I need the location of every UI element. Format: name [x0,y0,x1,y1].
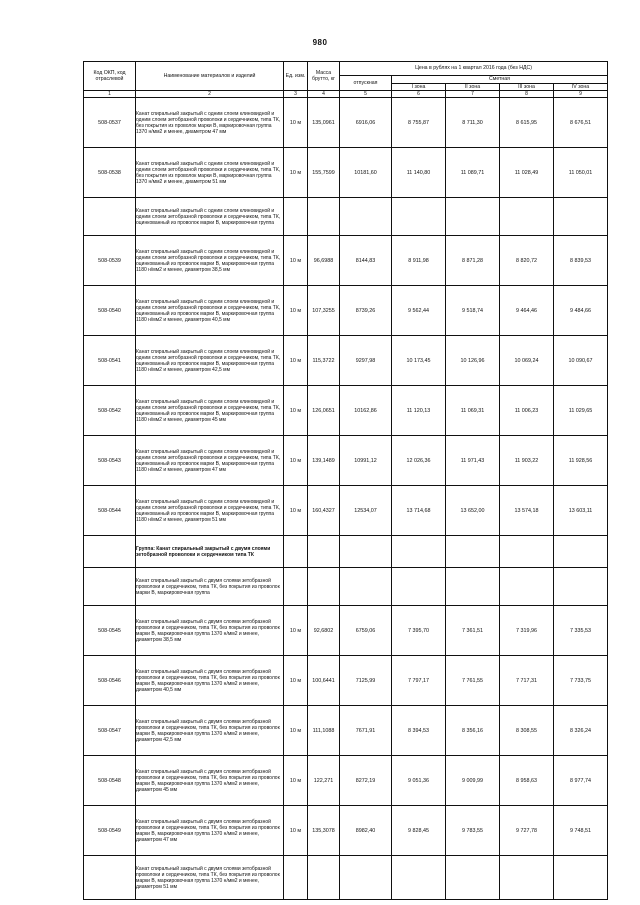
header-mass: Масса брутто, кг [308,62,340,91]
zone-1-price: 8 394,53 [392,706,446,756]
wholesale-price: 6759,06 [340,606,392,656]
wholesale-price: 8982,40 [340,806,392,856]
zone-3-price [500,856,554,900]
zone-4-price: 9 484,66 [554,286,608,336]
zone-2-price: 11 089,71 [446,148,500,198]
item-code: 508-0541 [84,336,136,386]
item-code [84,198,136,236]
zone-3-price: 11 903,22 [500,436,554,486]
table-row [84,806,608,856]
item-mass [308,568,340,606]
item-unit [284,198,308,236]
zone-4-price: 8 977,74 [554,756,608,806]
wholesale-price: 10162,86 [340,386,392,436]
item-name: Канат спиральный закрытый с двумя слоями зетобразной проволоки и сердечником, типа ТК, без покрытия из проволок марки В, маркировочная группа [136,568,284,606]
item-code: 508-0543 [84,436,136,486]
item-mass [308,536,340,568]
zone-2-price [446,198,500,236]
item-name: Канат спиральный закрытый с одним слоем клиновидной и одним слоем зетобразной проволоки и сердечником, типа ТК, оцинкованный из проволок марки В, маркировочная группа 1180 н/мм2 и менее, диаметром 42,5 мм [136,336,284,386]
column-number-row [84,91,608,98]
table-row [84,286,608,336]
item-unit: 10 м [284,148,308,198]
item-mass [308,198,340,236]
zone-4-price: 10 090,67 [554,336,608,386]
item-unit: 10 м [284,756,308,806]
header-code: Код ОКП, код отраслевой [84,62,136,91]
zone-3-price: 9 464,46 [500,286,554,336]
zone-1-price: 10 173,45 [392,336,446,386]
item-code: 508-0546 [84,656,136,706]
zone-3-price: 10 069,24 [500,336,554,386]
header-unit: Ед. изм. [284,62,308,91]
table-row [84,98,608,148]
zone-4-price [554,536,608,568]
zone-4-price [554,568,608,606]
item-code [84,856,136,900]
zone-2-price: 8 711,30 [446,98,500,148]
table-row [84,656,608,706]
table-row [84,706,608,756]
zone-2-price: 9 518,74 [446,286,500,336]
zone-3-price: 8 615,95 [500,98,554,148]
wholesale-price: 7125,99 [340,656,392,706]
item-mass: 92,6802 [308,606,340,656]
item-unit [284,568,308,606]
item-code: 508-0547 [84,706,136,756]
column-number: 8 [500,91,554,98]
item-code: 508-0548 [84,756,136,806]
zone-2-price: 7 361,51 [446,606,500,656]
zone-2-price: 8 871,28 [446,236,500,286]
item-code: 508-0540 [84,286,136,336]
item-mass: 160,4327 [308,486,340,536]
table-row [84,856,608,900]
item-name: Канат спиральный закрытый с одним слоем клиновидной и одним слоем зетобразной проволоки и сердечником, типа ТК, оцинкованный из проволок марки В, маркировочная группа 1180 н/мм2 и менее, диаметром 40,5 мм [136,286,284,336]
wholesale-price [340,536,392,568]
zone-1-price: 7 797,17 [392,656,446,706]
item-unit: 10 м [284,606,308,656]
zone-4-price: 11 050,01 [554,148,608,198]
item-unit: 10 м [284,236,308,286]
wholesale-price: 6916,06 [340,98,392,148]
wholesale-price [340,856,392,900]
zone-1-price: 13 714,68 [392,486,446,536]
item-mass: 135,0961 [308,98,340,148]
zone-4-price: 8 839,53 [554,236,608,286]
item-name: Канат спиральный закрытый с одним слоем клиновидной и одним слоем зетобразной проволоки и сердечником, типа ТК, оцинкованный из проволок марки В, маркировочная группа 1180 н/мм2 и менее, диаметром 51 мм [136,486,284,536]
zone-1-price [392,198,446,236]
header-name: Наименование материалов и изделий [136,62,284,91]
zone-2-price [446,536,500,568]
table-row [84,336,608,386]
item-mass: 96,6988 [308,236,340,286]
column-number: 2 [136,91,284,98]
item-code: 508-0538 [84,148,136,198]
item-code: 508-0542 [84,386,136,436]
wholesale-price: 10991,12 [340,436,392,486]
zone-3-price: 7 319,96 [500,606,554,656]
item-mass: 107,3255 [308,286,340,336]
zone-1-price: 9 562,44 [392,286,446,336]
header-estimate: Сметная [392,76,608,84]
item-unit [284,536,308,568]
item-unit: 10 м [284,706,308,756]
table-row [84,606,608,656]
table-row [84,198,608,236]
item-code: 508-0544 [84,486,136,536]
zone-3-price: 11 006,23 [500,386,554,436]
zone-4-price: 13 603,11 [554,486,608,536]
zone-4-price: 7 335,53 [554,606,608,656]
item-code [84,536,136,568]
wholesale-price: 9297,98 [340,336,392,386]
zone-2-price: 11 069,31 [446,386,500,436]
zone-4-price [554,198,608,236]
column-number: 5 [340,91,392,98]
item-name: Канат спиральный закрытый с двумя слоями зетобразной проволоки и сердечником, типа ТК, без покрытия из проволок марки В, маркировочная группа 1370 н/мм2 и менее, диаметром 42,5 мм [136,706,284,756]
zone-2-price: 9 009,99 [446,756,500,806]
item-name: Канат спиральный закрытый с двумя слоями зетобразной проволоки и сердечником, типа ТК, без покрытия из проволок марки В, маркировочная группа 1370 н/мм2 и менее, диаметром 38,5 мм [136,606,284,656]
item-mass: 139,1489 [308,436,340,486]
zone-4-price: 9 748,51 [554,806,608,856]
zone-4-price: 11 928,56 [554,436,608,486]
zone-3-price: 9 727,78 [500,806,554,856]
item-unit [284,856,308,900]
item-unit: 10 м [284,486,308,536]
header-zone-4: IV зона [554,83,608,91]
item-name: Канат спиральный закрытый с двумя слоями зетобразной проволоки и сердечником, типа ТК, без покрытия из проволок марки В, маркировочная группа 1370 н/мм2 и менее, диаметром 45 мм [136,756,284,806]
table-row [84,148,608,198]
item-unit: 10 м [284,806,308,856]
zone-3-price [500,198,554,236]
header-zone-3: III зона [500,83,554,91]
zone-1-price [392,856,446,900]
item-mass: 155,7599 [308,148,340,198]
zone-2-price: 10 126,96 [446,336,500,386]
item-name: Канат спиральный закрытый с одним слоем клиновидной и одним слоем зетобразной проволоки и сердечником, типа ТК, оцинкованный из проволок марки В, маркировочная группа [136,198,284,236]
zone-3-price: 13 574,18 [500,486,554,536]
item-name: Канат спиральный закрытый с двумя слоями зетобразной проволоки и сердечником, типа ТК, без покрытия из проволок марки В, маркировочная группа 1370 н/мм2 и менее, диаметром 40,5 мм [136,656,284,706]
item-name: Канат спиральный закрытый с одним слоем клиновидной и одним слоем зетобразной проволоки и сердечником, типа ТК, без покрытия из проволок марки В, маркировочная группа 1370 н/мм2 и менее, диаметром 47 мм [136,98,284,148]
table-body [84,98,608,900]
zone-1-price [392,568,446,606]
zone-1-price: 7 395,70 [392,606,446,656]
column-number: 9 [554,91,608,98]
zone-3-price [500,536,554,568]
table-row [84,756,608,806]
zone-1-price: 8 911,98 [392,236,446,286]
column-number: 1 [84,91,136,98]
table-row [84,486,608,536]
table-row [84,568,608,606]
group-row [84,536,608,568]
item-mass: 100,6441 [308,656,340,706]
zone-1-price: 8 755,87 [392,98,446,148]
zone-3-price [500,568,554,606]
item-unit: 10 м [284,386,308,436]
column-number: 6 [392,91,446,98]
wholesale-price: 10181,60 [340,148,392,198]
zone-1-price: 12 026,36 [392,436,446,486]
header-zone-1: I зона [392,83,446,91]
wholesale-price: 12534,07 [340,486,392,536]
item-mass [308,856,340,900]
zone-4-price [554,856,608,900]
zone-3-price: 7 717,31 [500,656,554,706]
wholesale-price [340,198,392,236]
item-mass: 126,0651 [308,386,340,436]
item-mass: 111,1088 [308,706,340,756]
wholesale-price: 8144,83 [340,236,392,286]
item-name: Канат спиральный закрытый с одним слоем клиновидной и одним слоем зетобразной проволоки и сердечником, типа ТК, оцинкованный из проволок марки В, маркировочная группа 1180 н/мм2 и менее, диаметром 47 мм [136,436,284,486]
zone-2-price: 8 356,16 [446,706,500,756]
zone-4-price: 8 326,24 [554,706,608,756]
column-number: 4 [308,91,340,98]
zone-2-price: 13 652,00 [446,486,500,536]
item-name: Канат спиральный закрытый с двумя слоями зетобразной проволоки и сердечником, типа ТК, без покрытия из проволок марки В, маркировочная группа 1370 н/мм2 и менее, диаметром 51 мм [136,856,284,900]
table-row [84,436,608,486]
zone-1-price: 9 828,45 [392,806,446,856]
zone-2-price: 7 761,55 [446,656,500,706]
item-code: 508-0539 [84,236,136,286]
item-unit: 10 м [284,436,308,486]
item-code: 508-0537 [84,98,136,148]
item-unit: 10 м [284,98,308,148]
header-price-group: Цена в рублях на 1 квартал 2016 года (без НДС) [340,62,608,76]
zone-1-price: 11 140,80 [392,148,446,198]
column-number: 7 [446,91,500,98]
item-name: Группа: Канат спиральный закрытый с двумя слоями зетобразной проволоки и сердечником типа ТК [136,536,284,568]
item-unit: 10 м [284,656,308,706]
price-table [83,61,608,900]
header-zone-2: II зона [446,83,500,91]
item-code [84,568,136,606]
item-mass: 115,3722 [308,336,340,386]
table-row [84,386,608,436]
item-name: Канат спиральный закрытый с одним слоем клиновидной и одним слоем зетобразной проволоки и сердечником, типа ТК, без покрытия из проволок марки В, маркировочная группа 1370 н/мм2 и менее, диаметром 51 мм [136,148,284,198]
table-row [84,236,608,286]
column-number: 3 [284,91,308,98]
wholesale-price [340,568,392,606]
wholesale-price: 8739,26 [340,286,392,336]
wholesale-price: 7671,91 [340,706,392,756]
item-code: 508-0549 [84,806,136,856]
item-name: Канат спиральный закрытый с двумя слоями зетобразной проволоки и сердечником, типа ТК, без покрытия из проволок марки В, маркировочная группа 1370 н/мм2 и менее, диаметром 47 мм [136,806,284,856]
zone-2-price [446,568,500,606]
item-mass: 122,271 [308,756,340,806]
zone-3-price: 11 028,49 [500,148,554,198]
zone-2-price [446,856,500,900]
header-wholesale: отпускная [340,76,392,91]
item-code: 508-0545 [84,606,136,656]
zone-4-price: 11 029,65 [554,386,608,436]
item-name: Канат спиральный закрытый с одним слоем клиновидной и одним слоем зетобразной проволоки и сердечником, типа ТК, оцинкованный из проволок марки В, маркировочная группа 1180 н/мм2 и менее, диаметром 45 мм [136,386,284,436]
zone-3-price: 8 958,63 [500,756,554,806]
item-unit: 10 м [284,336,308,386]
page-number: 980 [312,38,328,47]
zone-4-price: 7 733,75 [554,656,608,706]
zone-1-price: 9 051,36 [392,756,446,806]
wholesale-price: 8272,19 [340,756,392,806]
table-header [84,62,608,98]
zone-4-price: 8 676,51 [554,98,608,148]
zone-1-price [392,536,446,568]
zone-3-price: 8 820,72 [500,236,554,286]
zone-3-price: 8 308,55 [500,706,554,756]
zone-2-price: 11 971,43 [446,436,500,486]
item-name: Канат спиральный закрытый с одним слоем клиновидной и одним слоем зетобразной проволоки и сердечником, типа ТК, оцинкованный из проволок марки В, маркировочная группа 1180 н/мм2 и менее, диаметром 38,5 мм [136,236,284,286]
zone-2-price: 9 783,55 [446,806,500,856]
item-unit: 10 м [284,286,308,336]
item-mass: 135,3078 [308,806,340,856]
zone-1-price: 11 120,13 [392,386,446,436]
